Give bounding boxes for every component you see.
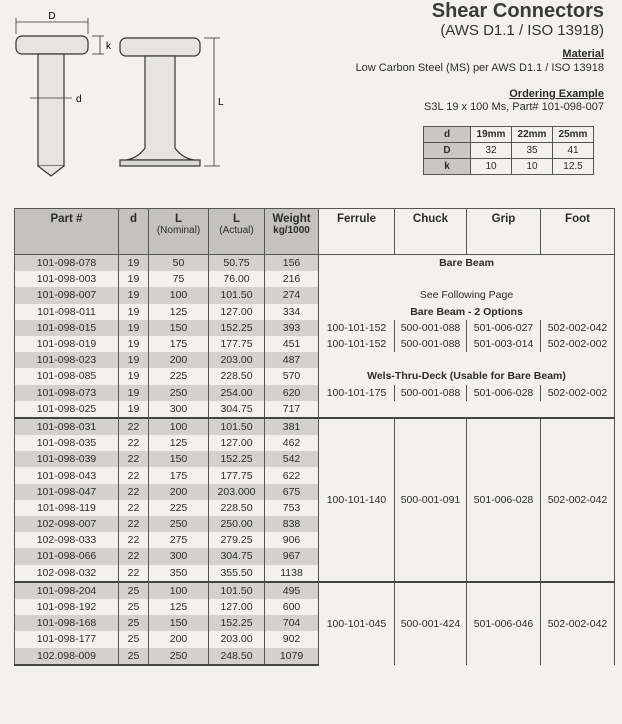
part-number-cell: 101-098-031 [15, 418, 119, 435]
part-number-cell: 101-098-073 [15, 385, 119, 401]
col-weight: Weight kg/1000 [265, 209, 319, 255]
diameter-cell: 22 [119, 548, 149, 564]
weight-cell: 704 [265, 615, 319, 631]
part-number-cell: 101-098-015 [15, 320, 119, 336]
diameter-cell: 19 [119, 304, 149, 320]
col-ferrule: Ferrule [319, 209, 395, 255]
length-nominal-cell: 75 [149, 271, 209, 287]
weight-cell: 967 [265, 548, 319, 564]
length-nominal-cell: 300 [149, 548, 209, 564]
weight-cell: 902 [265, 631, 319, 647]
diameter-cell: 19 [119, 336, 149, 352]
length-nominal-cell: 150 [149, 451, 209, 467]
length-actual-cell: 127.00 [209, 599, 265, 615]
table-row [15, 352, 615, 368]
part-number-cell: 101-098-035 [15, 435, 119, 451]
length-actual-cell: 203.00 [209, 352, 265, 368]
length-actual-cell: 248.50 [209, 648, 265, 665]
length-nominal-cell: 125 [149, 599, 209, 615]
weight-cell: 495 [265, 582, 319, 599]
note-see-following: See Following Page [319, 287, 615, 303]
table-row [15, 582, 615, 599]
parts-table-body [15, 255, 615, 665]
length-actual-cell: 152.25 [209, 615, 265, 631]
part-number-cell: 101-098-168 [15, 615, 119, 631]
dims-cell: 22mm [512, 127, 553, 143]
parts-table [14, 208, 615, 666]
part-number-cell: 101-098-085 [15, 368, 119, 384]
table-row [15, 418, 615, 435]
part-number-cell: 101-098-007 [15, 287, 119, 303]
diameter-cell: 19 [119, 287, 149, 303]
length-actual-cell: 177.75 [209, 467, 265, 483]
weight-cell: 1138 [265, 565, 319, 582]
col-chuck: Chuck [395, 209, 467, 255]
part-number-cell: 101-098-177 [15, 631, 119, 647]
length-nominal-cell: 250 [149, 648, 209, 665]
length-actual-cell: 177.75 [209, 336, 265, 352]
weight-cell: 487 [265, 352, 319, 368]
diameter-cell: 22 [119, 500, 149, 516]
dimensions-table [423, 126, 594, 175]
diameter-cell: 25 [119, 615, 149, 631]
length-actual-cell: 250.00 [209, 516, 265, 532]
table-row [15, 385, 615, 401]
col-part: Part # [15, 209, 119, 255]
grip-cell: 501-006-028 [467, 418, 541, 582]
diameter-cell: 19 [119, 320, 149, 336]
weight-cell: 622 [265, 467, 319, 483]
note-wels-thru: Wels-Thru-Deck (Usable for Bare Beam) [319, 368, 615, 384]
length-actual-cell: 228.50 [209, 368, 265, 384]
weight-cell: 570 [265, 368, 319, 384]
length-actual-cell: 127.00 [209, 435, 265, 451]
diameter-cell: 25 [119, 599, 149, 615]
dims-cell: 32 [471, 143, 512, 159]
material-heading: Material [562, 48, 604, 60]
length-nominal-cell: 275 [149, 532, 209, 548]
diameter-cell: 19 [119, 368, 149, 384]
length-nominal-cell: 50 [149, 255, 209, 272]
note-bare-beam: Bare Beam [319, 255, 615, 272]
blank-cell [319, 352, 615, 368]
diameter-cell: 22 [119, 467, 149, 483]
length-actual-cell: 101.50 [209, 287, 265, 303]
length-actual-cell: 254.00 [209, 385, 265, 401]
weight-cell: 620 [265, 385, 319, 401]
weight-cell: 274 [265, 287, 319, 303]
chuck-cell: 500-001-088 [395, 320, 467, 336]
part-number-cell: 102.098-009 [15, 648, 119, 665]
length-nominal-cell: 250 [149, 385, 209, 401]
dims-cell: 19mm [471, 127, 512, 143]
length-nominal-cell: 100 [149, 418, 209, 435]
dims-cell: D [424, 143, 471, 159]
weight-cell: 600 [265, 599, 319, 615]
chuck-cell: 500-001-091 [395, 418, 467, 582]
col-l-actual: L (Actual) [209, 209, 265, 255]
diameter-cell: 22 [119, 565, 149, 582]
weight-cell: 753 [265, 500, 319, 516]
weight-cell: 1079 [265, 648, 319, 665]
label-L: L [218, 97, 224, 108]
label-k: k [106, 41, 111, 52]
length-actual-cell: 101.50 [209, 418, 265, 435]
diameter-cell: 19 [119, 401, 149, 418]
diameter-cell: 19 [119, 385, 149, 401]
dims-cell: 10 [471, 159, 512, 175]
weight-cell: 334 [265, 304, 319, 320]
weight-cell: 451 [265, 336, 319, 352]
weight-cell: 462 [265, 435, 319, 451]
weight-cell: 542 [265, 451, 319, 467]
ordering-text: S3L 19 x 100 Ms, Part# 101-098-007 [424, 101, 604, 113]
length-actual-cell: 152.25 [209, 320, 265, 336]
blank-cell [319, 401, 615, 418]
ferrule-cell: 100-101-152 [319, 336, 395, 352]
table-row [15, 304, 615, 320]
length-nominal-cell: 200 [149, 484, 209, 500]
blank-cell [319, 271, 615, 287]
foot-cell: 502-002-042 [541, 320, 615, 336]
part-number-cell: 102-098-032 [15, 565, 119, 582]
length-actual-cell: 355.50 [209, 565, 265, 582]
length-actual-cell: 203.00 [209, 631, 265, 647]
length-nominal-cell: 125 [149, 304, 209, 320]
page-title: Shear Connectors [431, 0, 604, 22]
length-actual-cell: 203.000 [209, 484, 265, 500]
length-nominal-cell: 200 [149, 352, 209, 368]
dims-cell: 41 [553, 143, 594, 159]
foot-cell: 502-002-002 [541, 385, 615, 401]
table-row [15, 401, 615, 418]
foot-cell: 502-002-042 [541, 582, 615, 665]
weight-cell: 216 [265, 271, 319, 287]
part-number-cell: 101-098-047 [15, 484, 119, 500]
dims-cell: d [424, 127, 471, 143]
length-nominal-cell: 125 [149, 435, 209, 451]
length-actual-cell: 127.00 [209, 304, 265, 320]
length-actual-cell: 50.75 [209, 255, 265, 272]
label-d: d [76, 94, 82, 105]
weight-cell: 717 [265, 401, 319, 418]
label-D: D [48, 11, 56, 22]
chuck-cell: 500-001-088 [395, 336, 467, 352]
length-nominal-cell: 200 [149, 631, 209, 647]
diameter-cell: 22 [119, 516, 149, 532]
diameter-cell: 22 [119, 418, 149, 435]
foot-cell: 502-002-002 [541, 336, 615, 352]
table-row [15, 255, 615, 272]
length-nominal-cell: 150 [149, 320, 209, 336]
col-foot: Foot [541, 209, 615, 255]
part-number-cell: 101-098-119 [15, 500, 119, 516]
diameter-cell: 19 [119, 255, 149, 272]
diameter-cell: 19 [119, 271, 149, 287]
part-number-cell: 101-098-019 [15, 336, 119, 352]
length-actual-cell: 152.25 [209, 451, 265, 467]
length-actual-cell: 228.50 [209, 500, 265, 516]
length-nominal-cell: 225 [149, 368, 209, 384]
ferrule-cell: 100-101-152 [319, 320, 395, 336]
diameter-cell: 22 [119, 451, 149, 467]
grip-cell: 501-006-046 [467, 582, 541, 665]
dims-cell: 25mm [553, 127, 594, 143]
grip-cell: 501-006-028 [467, 385, 541, 401]
part-number-cell: 101-098-192 [15, 599, 119, 615]
part-number-cell: 101-098-078 [15, 255, 119, 272]
diameter-cell: 25 [119, 648, 149, 665]
diameter-cell: 25 [119, 631, 149, 647]
length-nominal-cell: 350 [149, 565, 209, 582]
diameter-cell: 22 [119, 435, 149, 451]
page-subtitle: (AWS D1.1 / ISO 13918) [440, 22, 604, 39]
weight-cell: 675 [265, 484, 319, 500]
weight-cell: 906 [265, 532, 319, 548]
ferrule-cell: 100-101-140 [319, 418, 395, 582]
weight-cell: 393 [265, 320, 319, 336]
dims-cell: 12.5 [553, 159, 594, 175]
part-number-cell: 101-098-003 [15, 271, 119, 287]
table-row [15, 336, 615, 352]
table-row [15, 287, 615, 303]
table-row [15, 368, 615, 384]
table-row [15, 320, 615, 336]
chuck-cell: 500-001-424 [395, 582, 467, 665]
part-number-cell: 101-098-039 [15, 451, 119, 467]
stud-drawing [8, 8, 243, 188]
part-number-cell: 101-098-043 [15, 467, 119, 483]
length-actual-cell: 279.25 [209, 532, 265, 548]
diameter-cell: 19 [119, 352, 149, 368]
weight-cell: 838 [265, 516, 319, 532]
length-actual-cell: 304.75 [209, 401, 265, 418]
diameter-cell: 25 [119, 582, 149, 599]
length-actual-cell: 76.00 [209, 271, 265, 287]
length-nominal-cell: 175 [149, 467, 209, 483]
part-number-cell: 101-098-023 [15, 352, 119, 368]
part-number-cell: 101-098-204 [15, 582, 119, 599]
ordering-heading: Ordering Example [509, 88, 604, 100]
ferrule-cell: 100-101-045 [319, 582, 395, 665]
table-row [15, 271, 615, 287]
dims-cell: 35 [512, 143, 553, 159]
diameter-cell: 22 [119, 484, 149, 500]
dims-cell: 10 [512, 159, 553, 175]
foot-cell: 502-002-042 [541, 418, 615, 582]
length-actual-cell: 304.75 [209, 548, 265, 564]
grip-cell: 501-006-027 [467, 320, 541, 336]
length-actual-cell: 101.50 [209, 582, 265, 599]
ferrule-cell: 100-101-175 [319, 385, 395, 401]
weight-cell: 156 [265, 255, 319, 272]
length-nominal-cell: 225 [149, 500, 209, 516]
chuck-cell: 500-001-088 [395, 385, 467, 401]
part-number-cell: 101-098-066 [15, 548, 119, 564]
part-number-cell: 101-098-025 [15, 401, 119, 418]
length-nominal-cell: 150 [149, 615, 209, 631]
part-number-cell: 101-098-011 [15, 304, 119, 320]
col-grip: Grip [467, 209, 541, 255]
note-bare-beam-2: Bare Beam - 2 Options [319, 304, 615, 320]
length-nominal-cell: 175 [149, 336, 209, 352]
col-d: d [119, 209, 149, 255]
material-text: Low Carbon Steel (MS) per AWS D1.1 / ISO 13918 [355, 62, 604, 74]
dims-cell: k [424, 159, 471, 175]
length-nominal-cell: 100 [149, 287, 209, 303]
grip-cell: 501-003-014 [467, 336, 541, 352]
length-nominal-cell: 100 [149, 582, 209, 599]
length-nominal-cell: 250 [149, 516, 209, 532]
diameter-cell: 22 [119, 532, 149, 548]
part-number-cell: 102-098-033 [15, 532, 119, 548]
length-nominal-cell: 300 [149, 401, 209, 418]
col-l-nominal: L (Nominal) [149, 209, 209, 255]
part-number-cell: 102-098-007 [15, 516, 119, 532]
weight-cell: 381 [265, 418, 319, 435]
